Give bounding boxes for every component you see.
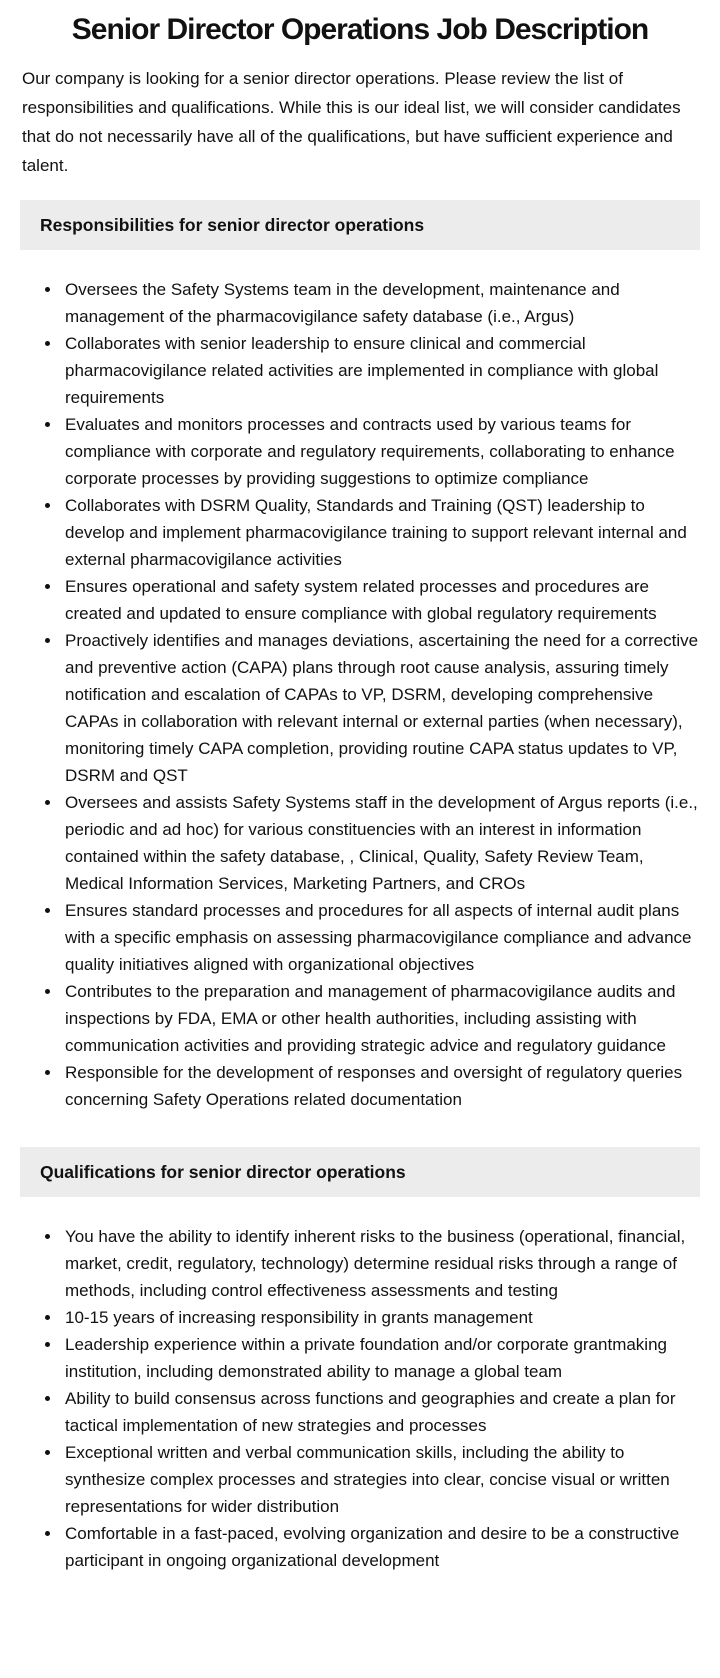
list-item: • Contributes to the preparation and management of pharmacovigilance audits and inspections by FDA, EMA or other health authorities, including assisting with communication activities and providing strategic advice and regulatory guidance <box>62 978 700 1059</box>
qualifications-section-header <box>20 1147 700 1197</box>
list-item: • Responsible for the development of responses and oversight of regulatory queries concerning Safety Operations related documentation <box>62 1059 700 1113</box>
list-item: • Leadership experience within a private foundation and/or corporate grantmaking institution, including demonstrated ability to manage a global team <box>62 1331 700 1385</box>
list-item: • Comfortable in a fast-paced, evolving organization and desire to be a constructive participant in ongoing organizational development <box>62 1520 700 1574</box>
qualifications-heading: Qualifications for senior director operations <box>40 1162 406 1182</box>
list-item: • Oversees the Safety Systems team in the development, maintenance and management of the pharmacovigilance safety database (i.e., Argus) <box>62 276 700 330</box>
qualifications-section <box>0 1147 720 1574</box>
responsibilities-list <box>20 276 700 1113</box>
intro-paragraph: Our company is looking for a senior director operations. Please review the list of responsibilities and qualifications. While this is our ideal list, we will consider candidates that do not necessarily have all of the qualifications, but have sufficient experience and talent. <box>22 69 681 175</box>
page-title: Senior Director Operations Job Description <box>71 13 649 46</box>
list-item: • Oversees and assists Safety Systems staff in the development of Argus reports (i.e., periodic and ad hoc) for various constituencies with an interest in information contained within the safety database, , Clinical, Quality, Safety Review Team, Medical Information Services, Marketing Partners, and CROs <box>62 789 700 897</box>
responsibilities-heading: Responsibilities for senior director operations <box>40 215 425 235</box>
list-item: • Collaborates with DSRM Quality, Standards and Training (QST) leadership to develop and implement pharmacovigilance training to support relevant internal and external pharmacovigilance activities <box>62 492 700 573</box>
list-item: • Collaborates with senior leadership to ensure clinical and commercial pharmacovigilance related activities are implemented in compliance with global requirements <box>62 330 700 411</box>
list-item: • You have the ability to identify inherent risks to the business (operational, financial, market, credit, regulatory, technology) determine residual risks through a range of methods, including control effectiveness assessments and testing <box>62 1223 700 1304</box>
qualifications-list <box>20 1223 700 1574</box>
list-item: • Ensures operational and safety system related processes and procedures are created and updated to ensure compliance with global regulatory requirements <box>62 573 700 627</box>
responsibilities-section <box>0 200 720 1113</box>
list-item: • Ensures standard processes and procedures for all aspects of internal audit plans with a specific emphasis on assessing pharmacovigilance compliance and advance quality initiatives aligned with organizational objectives <box>62 897 700 978</box>
list-item: • Exceptional written and verbal communication skills, including the ability to synthesize complex processes and strategies into clear, concise visual or written representations for wider distribution <box>62 1439 700 1520</box>
list-item: • 10-15 years of increasing responsibility in grants management <box>62 1304 700 1331</box>
list-item: • Proactively identifies and manages deviations, ascertaining the need for a corrective and preventive action (CAPA) plans through root cause analysis, assuring timely notification and escalation of CAPAs to VP, DSRM, developing comprehensive CAPAs in collaboration with relevant internal or external parties (when necessary), monitoring timely CAPA completion, providing routine CAPA status updates to VP, DSRM and QST <box>62 627 700 789</box>
responsibilities-section-header <box>20 200 700 250</box>
list-item: • Evaluates and monitors processes and contracts used by various teams for compliance with corporate and regulatory requirements, collaborating to enhance corporate processes by providing suggestions to optimize compliance <box>62 411 700 492</box>
list-item: • Ability to build consensus across functions and geographies and create a plan for tactical implementation of new strategies and processes <box>62 1385 700 1439</box>
